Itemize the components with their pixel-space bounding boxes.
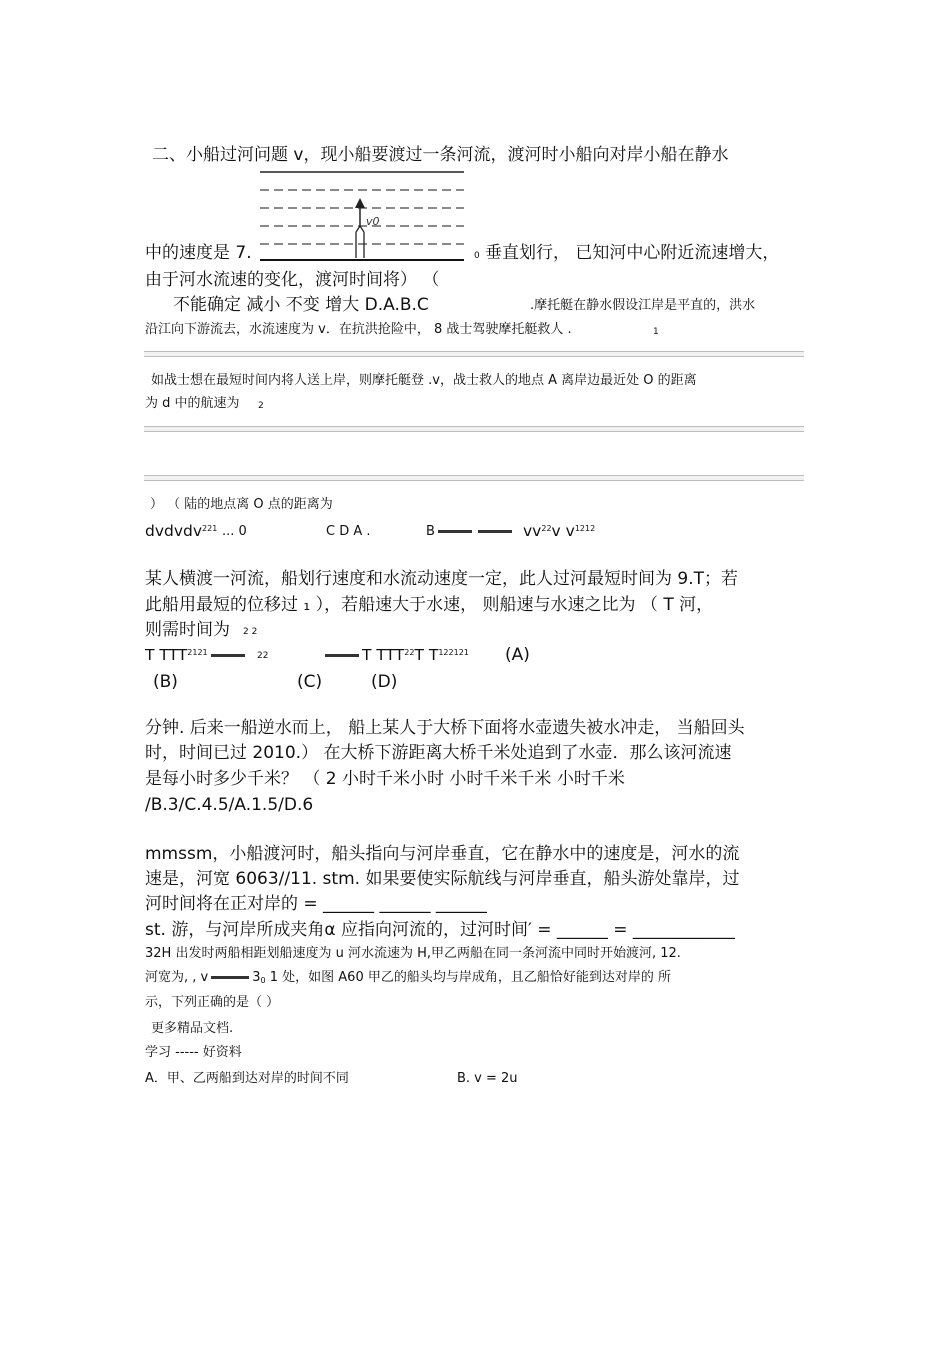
q8-line4-sub: 2: [258, 401, 264, 411]
q11-line2: 速是，河宽 6063//11. stm. 如果要使实际航线与河岸垂直，船头游处靠岸，过: [145, 869, 740, 889]
q12-line2: 河宽为, , v 30 1 处，如图 A60 甲乙的船头均与岸成角，且乙船恰好能到达对岸的 所: [145, 970, 671, 985]
q8-line6-b: ... 0: [222, 524, 247, 539]
q10-line4: /B.3/C.4.5/A.1.5/D.6: [145, 795, 314, 815]
q8-line3: 如战士想在最短时间内将人送上岸，则摩托艇登 .v，战士救人的地点 A 离岸边最近处 O 的距离: [151, 373, 697, 388]
q9-option-b: (B): [153, 672, 178, 692]
q8-line2: 沿江向下游流去，水流速度为 v．在抗洪抢险中， 8 战士驾驶摩托艇救人 .: [145, 322, 572, 337]
q9-line4-a: T $TTT^{2121}$: [145, 648, 248, 664]
q8-line6-e: $vv^{22}v$ $v^{1212}$: [523, 522, 596, 540]
footer-more-docs: 更多精品文档.: [151, 1021, 234, 1036]
q9-option-a: (A): [505, 645, 530, 665]
q7-line2-pre: 中的速度是 7.: [145, 243, 252, 263]
q12-option-b: B. v = 2u: [457, 1071, 518, 1086]
fraction-bar: [325, 654, 359, 657]
q9-line3: 则需时间为: [145, 620, 230, 640]
q7-line2-sub: 0: [474, 251, 480, 261]
q7-options: 不能确定 减小 不变 增大 D.A.B.C: [173, 295, 429, 315]
footer-study: 学习 ----- 好资料: [145, 1045, 242, 1060]
divider-1: [144, 351, 804, 357]
q12-line3: 示，下列正确的是（ ）: [145, 995, 280, 1010]
fraction-bar: [211, 654, 245, 657]
q8-line6-a: dvdvdv$^{221}$: [145, 522, 218, 540]
q8-line4: 为 d 中的航速为: [145, 396, 240, 411]
q9-option-c: (C): [297, 672, 323, 692]
q8-line2-sub: 1: [653, 327, 659, 337]
fraction-bar: [438, 530, 472, 533]
q9-line4-b: 22: [257, 651, 269, 661]
divider-3: [144, 475, 804, 481]
q9-option-d: (D): [371, 672, 398, 692]
q7-line2-post: 垂直划行， 已知河中心附近流速增大，: [485, 243, 780, 263]
q7-line3: 由于河水流速的变化，渡河时间将） （: [145, 270, 440, 290]
velocity-arrowhead: [355, 198, 365, 208]
q8-line6-c: C D A .: [326, 524, 371, 539]
fraction-bar: [211, 976, 249, 979]
q11-line4: st. 游，与河岸所成夹角α 应指向河流的，过河时间′ = ______ = ____________: [145, 920, 735, 940]
q9-line4-c: T TTT$^{22}$T $T^{122121}$: [322, 648, 469, 664]
q10-line2: 时，时间已过 2010.） 在大桥下游距离大桥千米处追到了水壶．那么该河流速: [145, 743, 732, 763]
q11-line3: 河时间将在正对岸的 = ______ ______ ______: [145, 894, 487, 914]
q11-line1: mmssm，小船渡河时，船头指向与河岸垂直，它在静水中的速度是，河水的流: [145, 844, 740, 864]
divider-2: [144, 426, 804, 432]
q8-line6-d: B: [426, 525, 515, 538]
q9-line2: 此船用最短的位移过 ₁ ），若船速大于水速， 则船速与水速之比为 （ T 河，: [145, 595, 714, 615]
fraction-bar: [478, 530, 512, 533]
river-figure: [258, 168, 466, 264]
boat-bow: [356, 226, 364, 232]
q10-line3: 是每小时多少千米？ （ 2 小时千米小时 小时千米千米 小时千米: [145, 769, 625, 789]
q12-line1: 32H 出发时两船相距划船速度为 u 河水流速为 H,甲乙两船在同一条河流中同时开始渡河, 12.: [145, 946, 681, 961]
q9-line3-sub: 2 2: [243, 627, 258, 637]
q10-line1: 分钟. 后来一船逆水而上， 船上某人于大桥下面将水壶遗失被水冲走， 当船回头: [145, 718, 745, 738]
q9-line1: 某人横渡一河流，船划行速度和水流动速度一定，此人过河最短时间为 9.T；若: [145, 569, 739, 589]
q7-line1: 二、小船过河问题 v，现小船要渡过一条河流，渡河时小船向对岸小船在静水: [152, 145, 729, 165]
q8-line5: ） （ 陆的地点离 O 点的距离为: [150, 497, 333, 512]
q8-line1: .摩托艇在静水假设江岸是平直的，洪水: [530, 298, 756, 313]
q12-option-a: A．甲、乙两船到达对岸的时间不同: [145, 1071, 349, 1086]
velocity-label: v0: [366, 215, 380, 228]
